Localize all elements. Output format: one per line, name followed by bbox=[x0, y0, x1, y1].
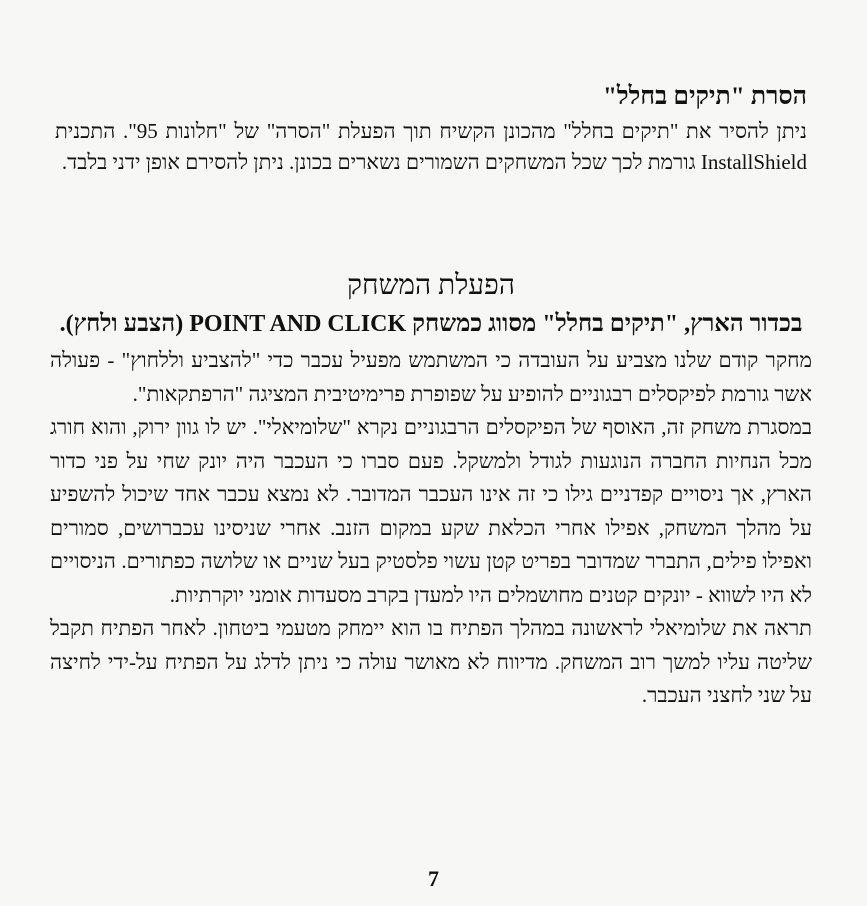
paragraph-intro: תראה את שלומיאלי לראשונה במהלך הפתיח בו הוא יימחק מטעמי ביטחון. לאחר הפתיח תקבל שליטה עליו למשך רוב המשחק. מדיווח לא מאושר עולה כי ניתן לדלג על הפתיח על-ידי לחיצה על שני לחצני העכבר. bbox=[50, 616, 812, 707]
page-number: 7 bbox=[428, 866, 439, 891]
paragraph-shlumieli: במסגרת משחק זה, האוסף של הפיקסלים הרבגוניים נקרא "שלומיאלי". יש לו גוון ירוק, והוא חורג מכל הנחיות החברה הנוגעות לגודל ולמשקל. פעם סברו כי העכבר היה יונק שחי על פני כדור הארץ, אך ניסויים קפדניים גילו כי זה אינו העכבר המדובר. לא נמצא עכבר אחד שיכול להשפיע על מהלך המשחק, אפילו אחרי הכלאת שקע במקום הזנב. אחרי שניסינו עכברושים, סמורים ואפילו פילים, התברר שמדובר בפריט קטן עשוי פלסטיק בעל שניים או שלושה כפתורים. הניסויים לא היו לשווא - יונקים קטנים מחושמלים היו למעדן בקרב מסעדות אומני יוקרתיות. bbox=[50, 415, 812, 607]
launch-subtitle: בכדור הארץ, "תיקים בחלל" מסווג כמשחק POINT AND CLICK (הצבע ולחץ). bbox=[59, 311, 803, 337]
uninstall-text: ניתן להסיר את "תיקים בחלל" מהכונן הקשיח תוך הפעלת "הסרה" של "חלונות 95". התכנית InstallShield גורמת לכך שכל המשחקים השמורים נשארים בכונן. ניתן להסירם אופן ידני בלבד. bbox=[55, 119, 807, 174]
launch-section bbox=[50, 268, 812, 713]
uninstall-heading: הסרת "תיקים בחלל" bbox=[603, 83, 807, 110]
launch-title: הפעלת המשחק bbox=[347, 270, 515, 301]
paragraph-research: מחקר קודם שלנו מצביע על העובדה כי המשתמש מפעיל עכבר כדי "להצביע וללחוץ" - פעולה אשר גורמת לפיקסלים רבגוניים להופיע על שפופרת פרימיטיבית המציגה "הרפתקאות". bbox=[50, 348, 812, 406]
launch-body bbox=[50, 344, 812, 713]
uninstall-section bbox=[55, 80, 807, 178]
